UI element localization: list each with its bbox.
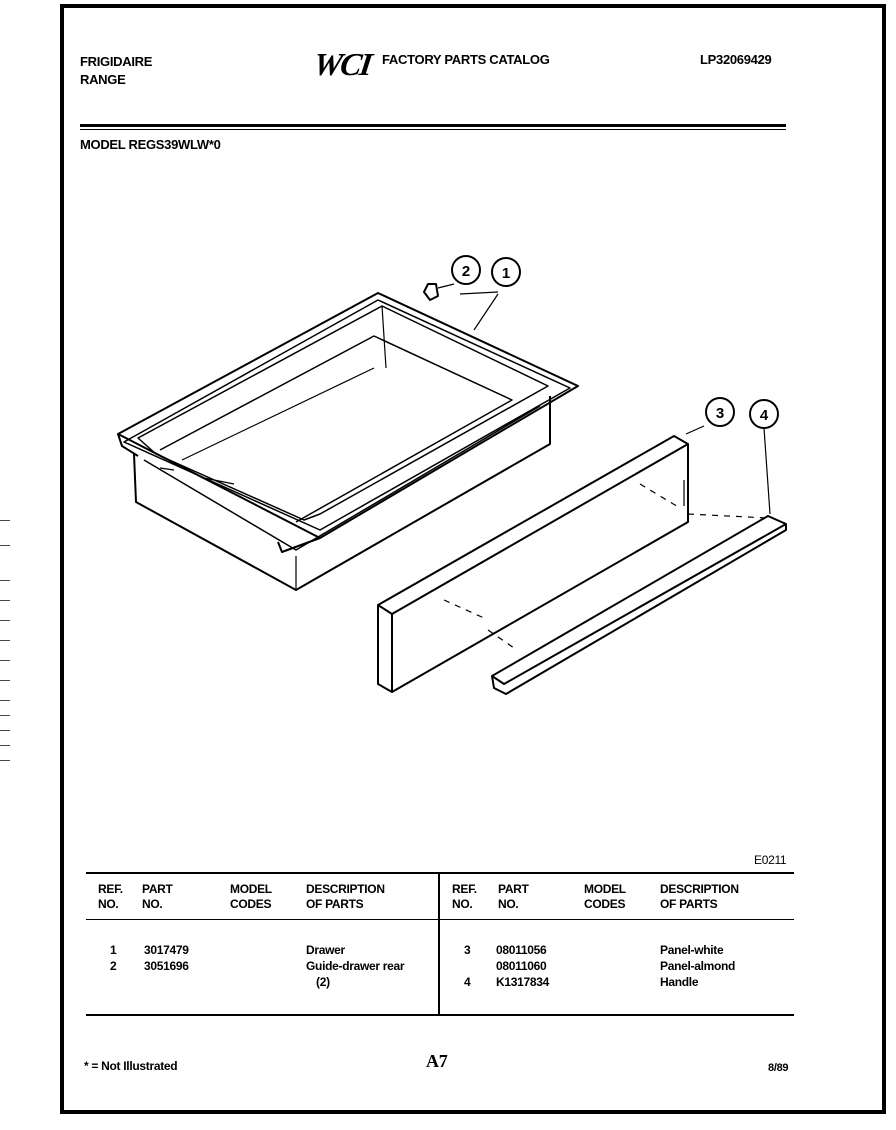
col-model-codes-right: MODEL CODES [584,882,626,911]
col-part-no: PART NO. [142,882,173,911]
not-illustrated-note: * = Not Illustrated [84,1059,178,1073]
model-number: MODEL REGS39WLW*0 [80,137,221,152]
table-header-rule [86,919,794,920]
row-desc: Panel-white [660,943,724,957]
catalog-page [64,8,882,1110]
brand-name: FRIGIDAIRE [80,54,153,69]
catalog-title: FACTORY PARTS CATALOG [382,52,550,67]
wci-logo: WCI [311,46,373,82]
row-ref: 3 [464,943,471,957]
col-description: DESCRIPTION OF PARTS [306,882,385,911]
col-part-no-right: PART NO. [498,882,529,911]
col-ref-no-right: REF. NO. [452,882,477,911]
row-desc: Panel-almond [660,959,736,973]
row-part-no: 3017479 [144,943,189,957]
callout-1: 1 [501,265,511,282]
row-desc: Drawer [306,943,345,957]
col-ref-no: REF. NO. [98,882,123,911]
row-part-no: 3051696 [144,959,189,973]
print-date: 8/89 [768,1062,789,1074]
col-description-right: DESCRIPTION OF PARTS [660,882,739,911]
row-part-no: 08011056 [496,943,547,957]
row-desc: Guide-drawer rear [306,959,405,973]
table-divider [438,874,440,1014]
guide-part [424,284,454,300]
row-ref: 4 [464,975,471,989]
catalog-number: LP32069429 [700,52,772,67]
row-part-no: 08011060 [496,959,547,973]
exploded-parts-diagram [64,8,882,708]
table-bottom-rule [86,1014,794,1016]
figure-code: E0211 [754,853,787,867]
drawer-part [118,293,578,590]
table-top-rule [86,872,794,874]
row-desc: (2) [316,975,330,989]
handle-part [488,514,786,694]
product-type: RANGE [80,72,126,87]
col-model-codes: MODEL CODES [230,882,272,911]
page-number: A7 [426,1051,448,1071]
callout-3: 3 [715,405,725,422]
row-part-no: K1317834 [496,975,549,989]
row-ref: 2 [110,959,117,973]
row-desc: Handle [660,975,699,989]
row-ref: 1 [110,943,117,957]
callout-4: 4 [759,407,769,424]
callout-2: 2 [461,263,471,280]
